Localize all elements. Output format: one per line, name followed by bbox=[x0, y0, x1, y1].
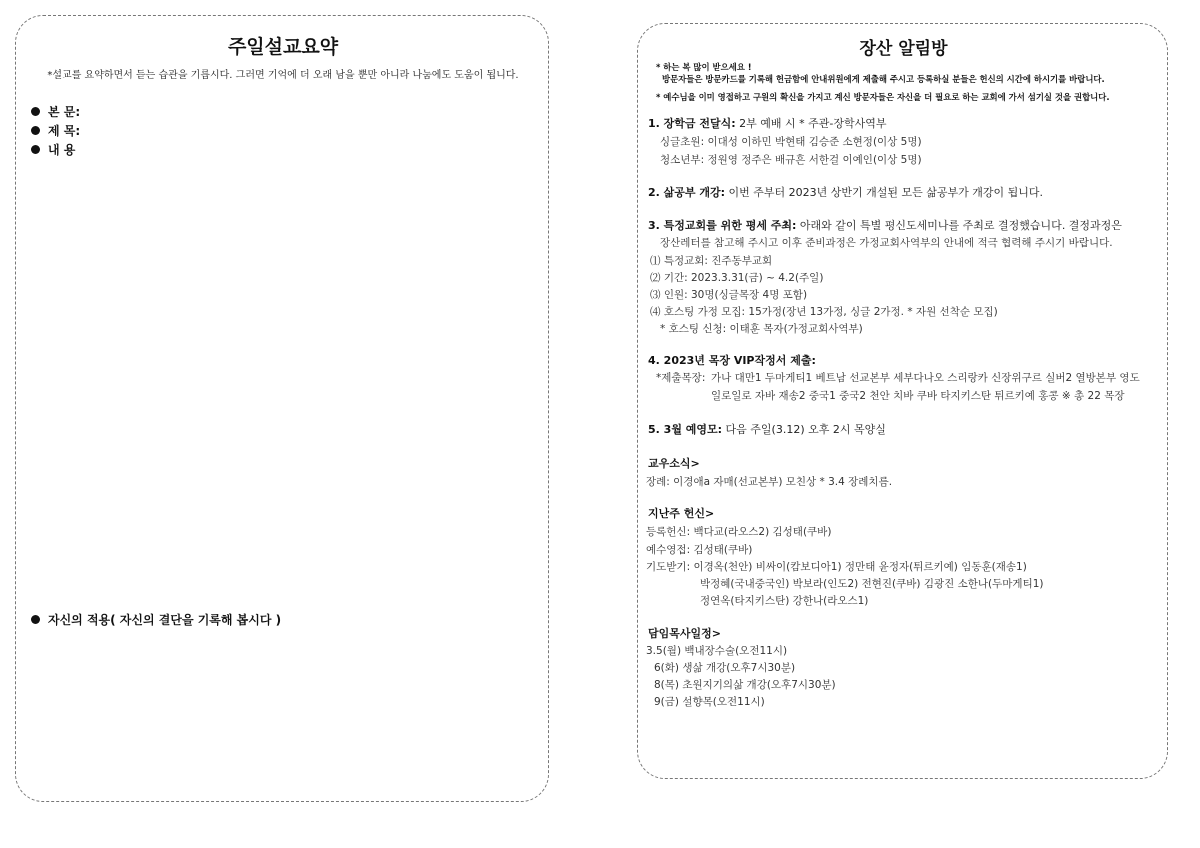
sermon-summary-instruction: *설교를 요약하면서 듣는 습관을 기릅시다. 그러면 기억에 더 오래 남을 뿐만 아니라 나눔에도 도움이 됩니다. bbox=[47, 70, 519, 81]
news-item: 장례: 이경애a 자매(선교본부) 모친상 * 3.4 장례치름. bbox=[646, 476, 893, 488]
field-content-label: 내 용 bbox=[48, 143, 76, 157]
field-application-label: 자신의 적용( 자신의 결단을 기록해 봅시다 ) bbox=[48, 613, 282, 627]
field-title bbox=[31, 122, 80, 139]
section-meeting-heading: 5. 3월 예영모: bbox=[648, 423, 723, 436]
seminar-item: ⑵ 기간: 2023.3.31(금) ~ 4.2(주일) bbox=[650, 272, 824, 284]
section-scholarship-heading: 1. 장학금 전달식: bbox=[648, 117, 736, 130]
sermon-summary-title: 주일설교요약 bbox=[227, 36, 339, 58]
bullet-icon bbox=[31, 126, 40, 135]
field-passage bbox=[31, 103, 80, 120]
announcements-title: 장산 알림방 bbox=[859, 39, 948, 59]
vip-groups-line-2: 일로일로 자바 재송2 중국1 중국2 천안 치바 쿠바 타지키스탄 튀르키예 홍콩 ※ 총 22 목장 bbox=[711, 390, 1125, 402]
offering-heading: 지난주 헌신> bbox=[648, 507, 715, 520]
scholarship-singles: 싱글초원: 이대성 이하민 박현태 김승준 소현정(이상 5명) bbox=[660, 136, 922, 148]
bullet-icon bbox=[31, 615, 40, 624]
field-application bbox=[31, 611, 281, 628]
section-seminar-text: 아래와 같이 특별 평신도세미나를 주최로 결정했습니다. 결정과정은 bbox=[796, 219, 1122, 232]
news-heading: 교우소식> bbox=[648, 457, 700, 470]
seminar-item: ⑶ 인원: 30명(싱글목장 4명 포함) bbox=[650, 289, 808, 301]
schedule-heading: 담임목사일정> bbox=[648, 627, 721, 640]
section-meeting bbox=[648, 421, 886, 437]
bullet-icon bbox=[31, 145, 40, 154]
section-life-study-text: 이번 주부터 2023년 상반기 개설된 모든 삶공부가 개강이 됩니다. bbox=[725, 186, 1044, 199]
section-scholarship-text: 2부 예배 시 * 주관-장학사역부 bbox=[735, 117, 887, 130]
section-scholarship bbox=[648, 115, 887, 131]
schedule-item: 8(목) 초원지기의삶 개강(오후7시30분) bbox=[654, 679, 836, 691]
notice-line-3: * 예수님을 이미 영접하고 구원의 확신을 가지고 계신 방문자들은 자신을 더 필요로 하는 교회에 가서 섬기실 것을 권합니다. bbox=[656, 92, 1110, 102]
field-passage-label: 본 문: bbox=[48, 105, 81, 119]
seminar-item: ⑷ 호스팅 가정 모집: 15가정(장년 13가정, 싱글 2가정. * 자원 선착순 모집) bbox=[650, 306, 998, 318]
vip-label: *제출목장: bbox=[656, 372, 706, 384]
offering-line: 정연옥(타지키스탄) 강한나(라오스1) bbox=[700, 595, 869, 607]
offering-line: 박정혜(국내중국인) 박보라(인도2) 전현진(쿠바) 김광진 소한나(두마게티1) bbox=[700, 578, 1044, 590]
field-content bbox=[31, 141, 75, 158]
section-life-study bbox=[648, 184, 1043, 200]
section-vip-heading: 4. 2023년 목장 VIP작정서 제출: bbox=[648, 354, 816, 367]
bullet-icon bbox=[31, 107, 40, 116]
notice-line-2: 방문자들은 방문카드를 기록해 헌금함에 안내위원에게 제출해 주시고 등록하실 분들은 헌신의 시간에 하시기를 바랍니다. bbox=[662, 74, 1105, 84]
offering-line: 기도받기: 이경옥(천안) 비싸이(캄보디아1) 정만태 윤정자(튀르키예) 임동훈(재송1) bbox=[646, 561, 1027, 573]
notice-line-1: * 하는 복 많이 받으세요 ! bbox=[656, 62, 752, 72]
seminar-item: * 호스팅 신청: 이태훈 목자(가정교회사역부) bbox=[660, 323, 863, 335]
section-seminar bbox=[648, 217, 1122, 233]
section-meeting-text: 다음 주일(3.12) 오후 2시 목양실 bbox=[722, 423, 886, 436]
schedule-item: 6(화) 생삶 개강(오후7시30분) bbox=[654, 662, 796, 674]
scholarship-youth: 청소년부: 정원영 정주은 배규흔 서한걸 이예인(이상 5명) bbox=[660, 154, 922, 166]
schedule-item: 9(금) 설향목(오전11시) bbox=[654, 696, 765, 708]
seminar-item: ⑴ 특정교회: 진주동부교회 bbox=[650, 255, 773, 267]
offering-line: 예수영접: 김성태(쿠바) bbox=[646, 544, 753, 556]
announcements-panel bbox=[637, 23, 1168, 779]
offering-line: 등록헌신: 백다교(라오스2) 김성태(쿠바) bbox=[646, 526, 832, 538]
schedule-item: 3.5(월) 백내장수술(오전11시) bbox=[646, 645, 788, 657]
vip-groups-line-1: 가나 대만1 두마게티1 베트남 선교본부 세부다나오 스리랑카 신장위구르 실버2 열방본부 영도 bbox=[711, 372, 1140, 384]
field-title-label: 제 목: bbox=[48, 124, 81, 138]
section-seminar-heading: 3. 특정교회를 위한 평세 주최: bbox=[648, 219, 797, 232]
section-life-study-heading: 2. 삶공부 개강: bbox=[648, 186, 726, 199]
seminar-continuation: 장산레터를 참고해 주시고 이후 준비과정은 가정교회사역부의 안내에 적극 협력해 주시기 바랍니다. bbox=[660, 237, 1113, 249]
sermon-summary-panel bbox=[15, 15, 549, 802]
